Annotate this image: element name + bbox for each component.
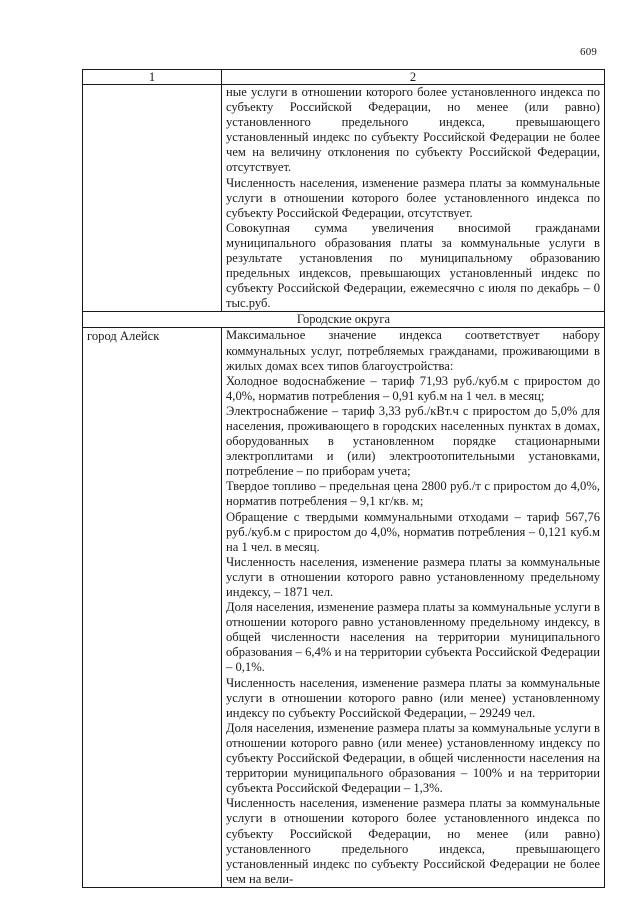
city-details-cell [222,328,605,887]
column-header-2: 2 [222,70,605,85]
column-header-1: 1 [83,70,222,85]
paragraph: Твердое топливо – предельная цена 2800 руб./т с приростом до 4,0%, норматив потребления – 9,1 кг/кв. м; [226,479,600,509]
paragraph: Обращение с твердыми коммунальными отходами – тариф 567,76 руб./куб.м с приростом до 4,0%, норматив потребления – 0,121 куб.м на 1 чел. в месяц. [226,509,600,554]
page-number: 609 [580,46,598,58]
document-table [82,69,605,888]
section-row [83,312,605,328]
city-cell [83,328,222,887]
continuation-cell [222,85,605,312]
paragraph: Численность населения, изменение размера платы за коммунальные услуги в отношении которого более установленного индекса по субъекту Российской Федерации, но менее (или равно) установленного предельного индекса, превышающего установленный индекс по субъекту Российской Федерации не более чем на вели- [226,796,600,886]
paragraph: Доля населения, изменение размера платы за коммунальные услуги в отношении которого равно установленному предельному индексу, в общей численности населения на территории муниципального образования – 6,4% и на территории субъекта Российской Федерации – 0,1%. [226,600,600,675]
continuation-row [83,85,605,312]
paragraph: Электроснабжение – тариф 3,33 руб./кВт.ч с приростом до 5,0% для населения, проживающего в городских населенных пунктах в домах, оборудованных в установленном порядке стационарными электроплитами и (или) электроотопительными установками, потребление – по приборам учета; [226,403,600,479]
paragraph: ные услуги в отношении которого более установленного индекса по субъекту Российской Федерации, но менее (или равно) установленного предельного индекса, превышающего установленный индекс по субъекту Российской Федерации не более чем на величину отклонения по субъекту Российской Федерации, отсутствует. [226,85,600,175]
paragraph: Максимальное значение индекса соответствует набору коммунальных услуг, потребляемых гражданами, проживающими в жилых домах всех типов благоустройства: [226,328,600,373]
empty-cell [83,85,222,312]
paragraph: Доля населения, изменение размера платы за коммунальные услуги в отношении которого равно (или менее) установленному индексу по субъекту Российской Федерации, в общей численности населения на территории муниципального образования – 100% и на территории субъекта Российской Федерации – 1,3%. [226,720,600,796]
city-name: город Алейск [87,329,160,344]
paragraph: Численность населения, изменение размера платы за коммунальные услуги в отношении которого более установленного индекса по субъекту Российской Федерации, отсутствует. [226,175,600,220]
table-header-row [83,70,605,85]
paragraph: Совокупная сумма увеличения вносимой гражданами муниципального образования платы за коммунальные услуги в результате установления по муниципальному образованию предельных индексов, превышающих установленный индекс по субъекту Российской Федерации, ежемесячно с июля по декабрь – 0 тыс.руб. [226,220,600,311]
section-title: Городские округа [83,312,605,328]
city-row [83,328,605,887]
paragraph: Численность населения, изменение размера платы за коммунальные услуги в отношении которого равно установленному предельному индексу, – 1871 чел. [226,554,600,599]
paragraph: Холодное водоснабжение – тариф 71,93 руб./куб.м с приростом до 4,0%, норматив потребления – 0,91 куб.м на 1 чел. в месяц; [226,373,600,403]
paragraph: Численность населения, изменение размера платы за коммунальные услуги в отношении которого равно (или менее) установленному индексу по субъекту Российской Федерации, – 29249 чел. [226,675,600,720]
